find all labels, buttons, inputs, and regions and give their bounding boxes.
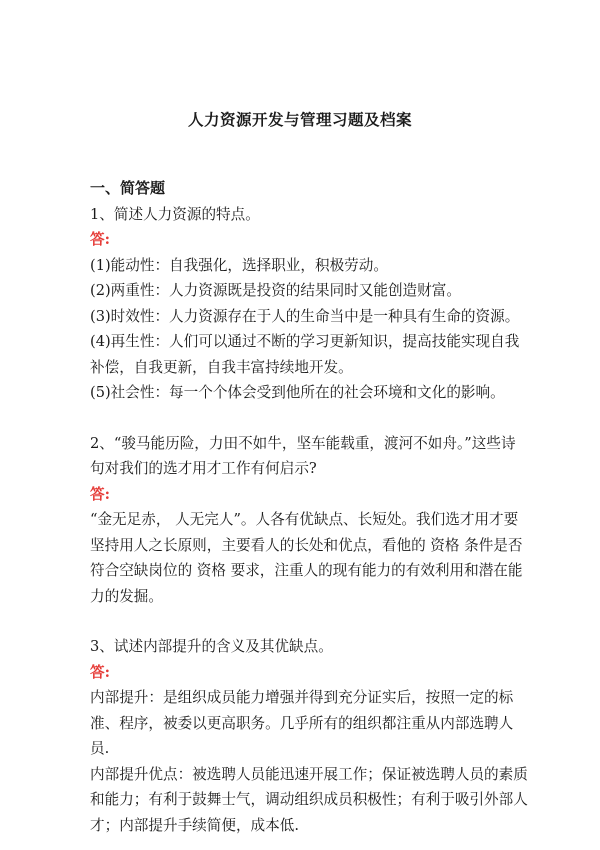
document-title: 人力资源开发与管理习题及档案	[187, 110, 412, 129]
answer-1-line-5: (5)社会性：每一个个体会受到他所在的社会环境和文化的影响。	[90, 384, 505, 401]
spacer	[90, 406, 530, 431]
answer-2-paragraph: “金无足赤， 人无完人”。人各有优缺点、长短处。我们选才用才要坚持用人之长原则，主要看人的长处和优点，看他的 资格 条件是否符合空缺岗位的 资格 要求，注重人的现有能力的有效利用和潜在能力的发掘。	[90, 511, 523, 605]
answer-1-line-3: (3)时效性：人力资源存在于人的生命当中是一种具有生命的资源。	[90, 307, 520, 325]
question-3: 3、试述内部提升的含义及其优缺点。	[90, 638, 333, 655]
answer-3-paragraph-2: 内部提升优点：被选聘人员能迅速开展工作；保证被选聘人员的素质和能力；有利于鼓舞士气，调动组织成员积极性；有利于吸引外部人才；内部提升手续简便，成本低.	[90, 765, 528, 834]
document-body	[90, 176, 530, 838]
question-2: 2、“骏马能历险，力田不如牛，坚车能载重，渡河不如舟。”这些诗句对我们的选才用才工作有何启示?	[90, 434, 516, 477]
answer-3-paragraph-1: 内部提升：是组织成员能力增强并得到充分证实后，按照一定的标准、程序，被委以更高职务。几乎所有的组织都注重从内部选聘人员.	[90, 689, 514, 757]
answer-1-line-2: (2)两重性：人力资源既是投资的结果同时又能创造财富。	[90, 282, 461, 299]
answer-label-1: 答:	[90, 231, 110, 248]
section-heading: 一、简答题	[90, 179, 166, 197]
answer-1-line-4: (4)再生性：人们可以通过不断的学习更新知识，提高技能实现自我补偿，自我更新，自我丰富持续地开发。	[90, 333, 520, 376]
answer-label-3: 答:	[90, 663, 110, 681]
question-1: 1、简述人力资源的特点。	[90, 205, 260, 223]
spacer	[90, 609, 530, 634]
answer-label-2: 答:	[90, 485, 110, 503]
answer-1-line-1: (1)能动性：自我强化，选择职业，积极劳动。	[90, 256, 388, 274]
